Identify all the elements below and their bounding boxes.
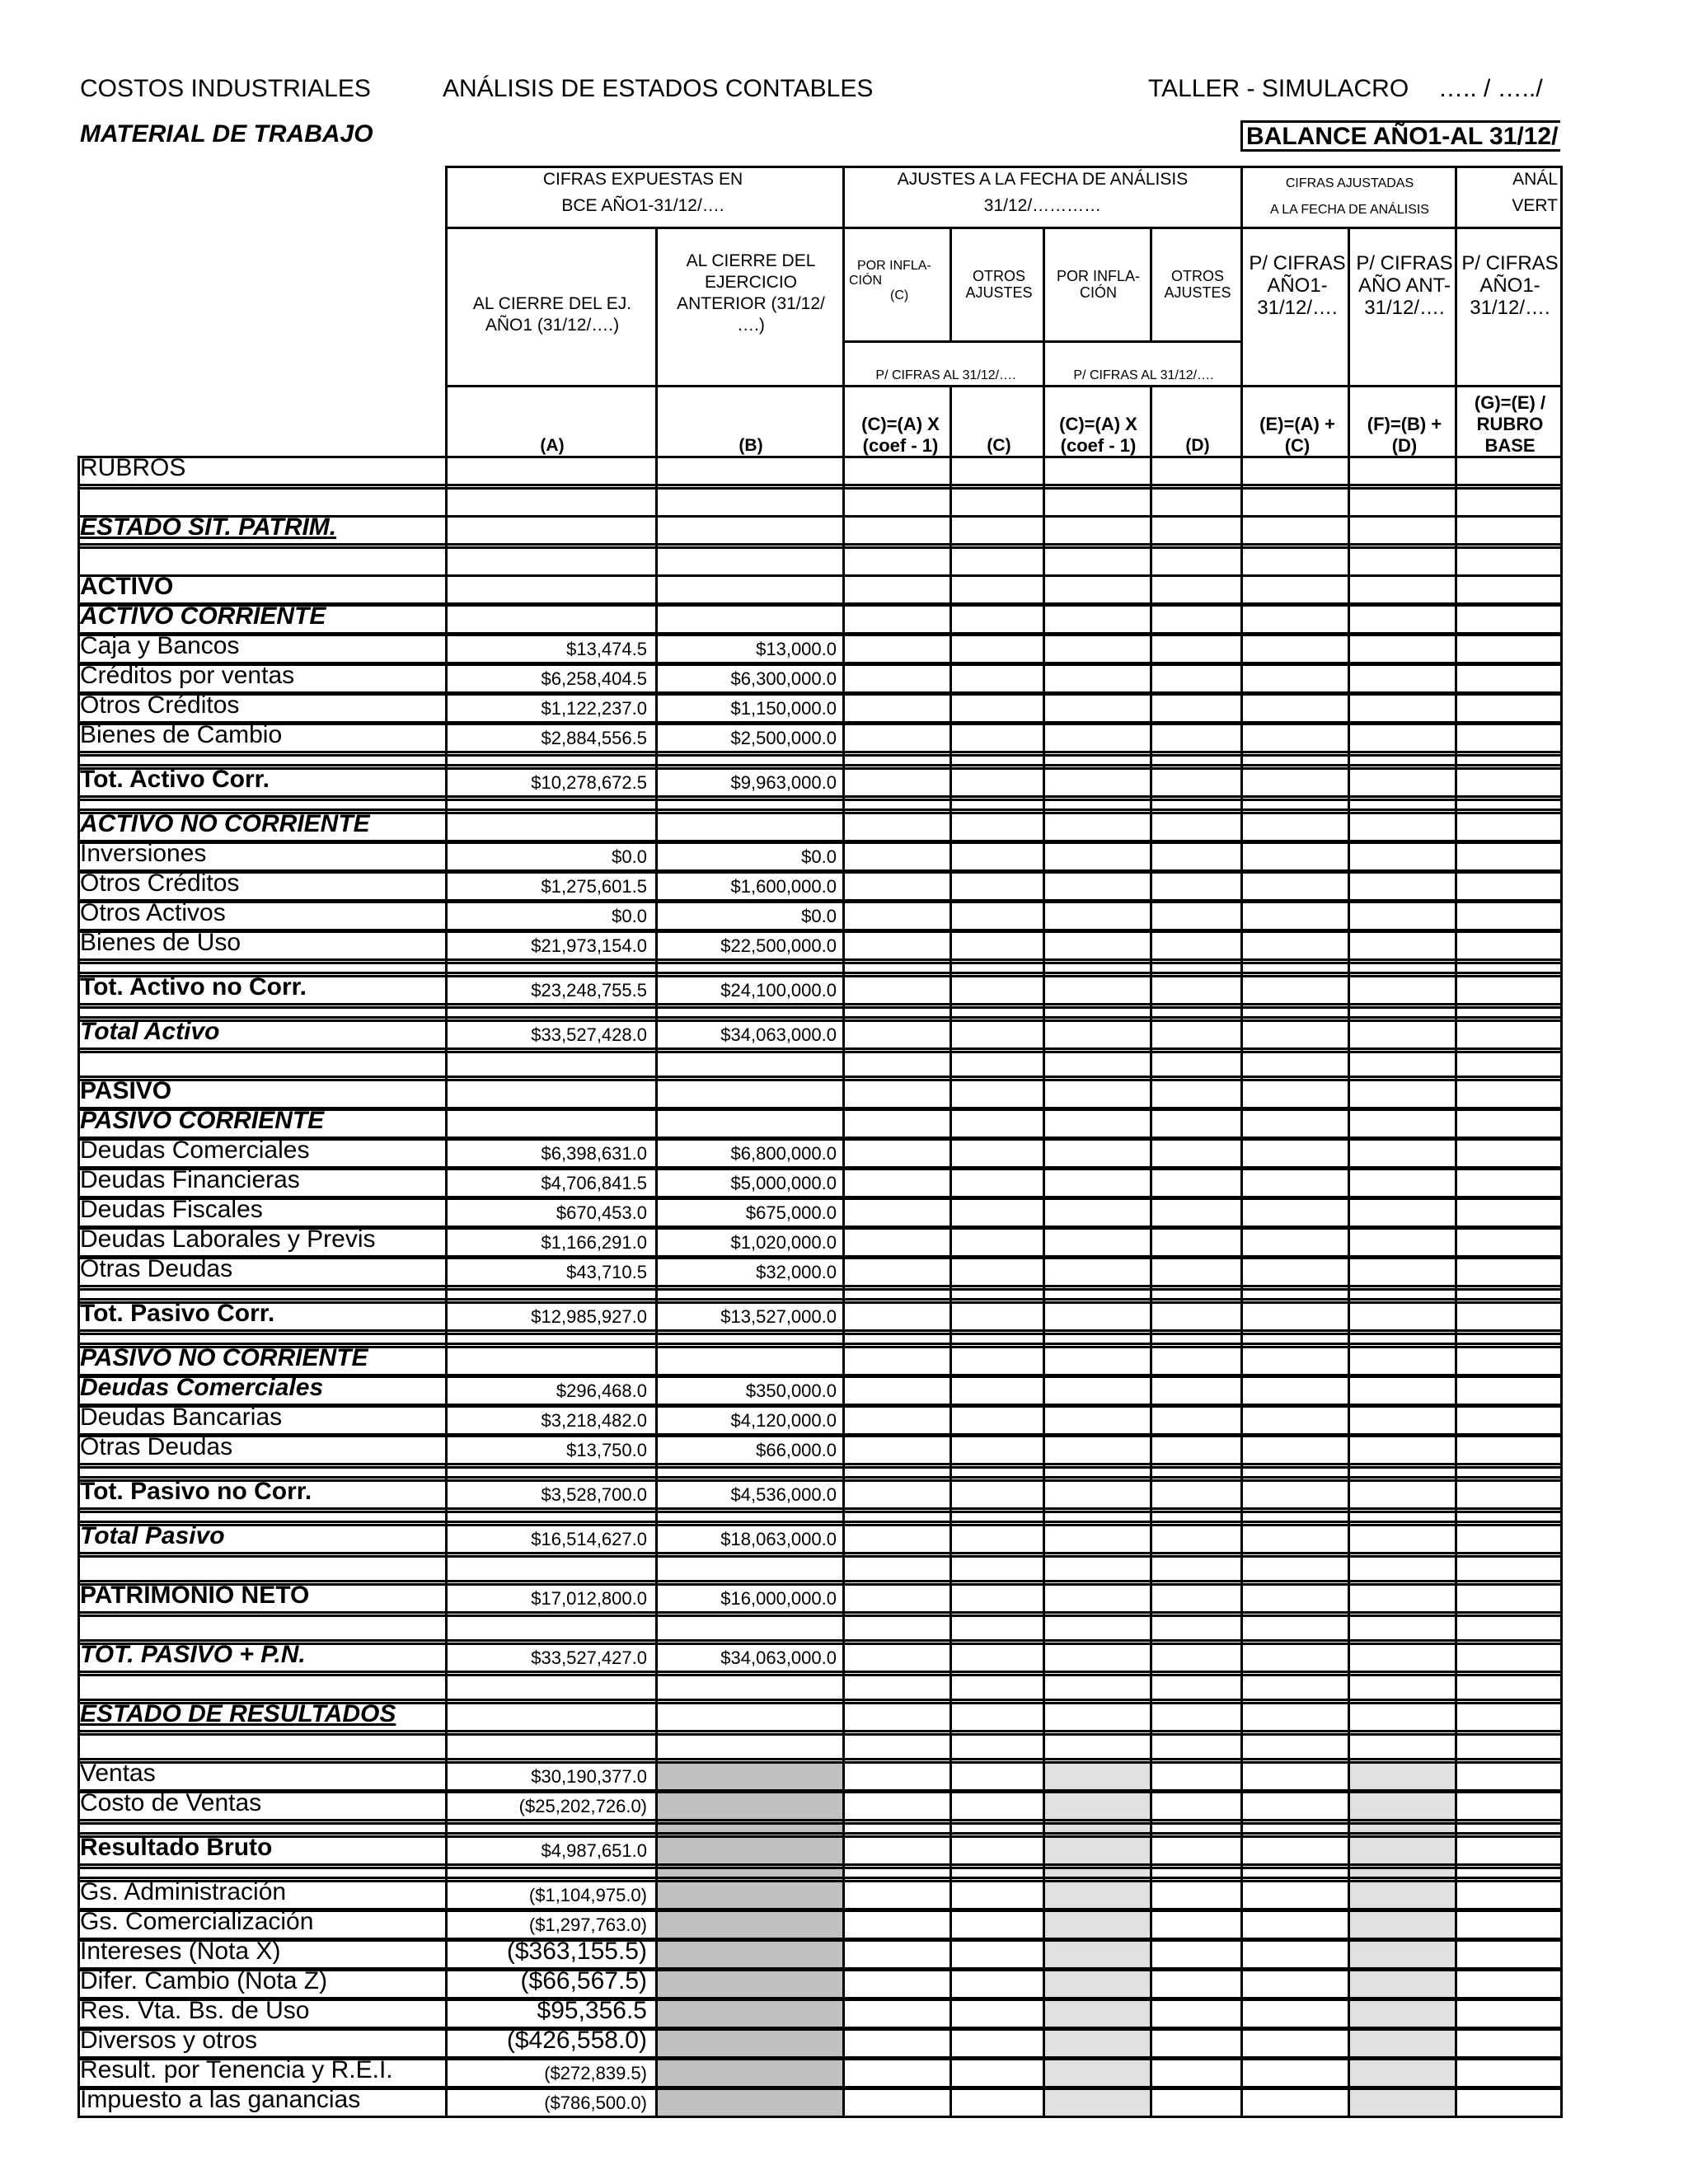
group2-line2: 31/12/………… bbox=[983, 196, 1102, 215]
cell-b: $675,000.0 bbox=[745, 1202, 837, 1223]
formula-c2 bbox=[1047, 414, 1150, 457]
cell-b: $6,300,000.0 bbox=[730, 668, 837, 689]
cell-b: $34,063,000.0 bbox=[720, 1647, 837, 1668]
grid-hline bbox=[77, 634, 1563, 636]
grid-hline bbox=[77, 795, 1563, 798]
grid-hline bbox=[77, 1615, 1563, 1617]
grid-hline bbox=[77, 574, 1563, 577]
colA-title-l1: AL CIERRE DEL EJ. bbox=[472, 294, 632, 313]
group4-line2: VERT bbox=[1512, 196, 1558, 215]
row-label: Ventas bbox=[80, 1760, 156, 1787]
grid-hline bbox=[77, 1761, 1563, 1764]
grid-hline bbox=[77, 1733, 1563, 1736]
grid-vline bbox=[1240, 166, 1243, 458]
formula-f-l2: (D) bbox=[1391, 435, 1418, 456]
grid-vline bbox=[1348, 456, 1350, 2118]
formula-f-l1: (F)=(B) + bbox=[1367, 414, 1442, 434]
formula-f bbox=[1352, 414, 1457, 457]
row-label: ACTIVO NO CORRIENTE bbox=[80, 810, 370, 837]
row-label: Créditos por ventas bbox=[80, 662, 295, 689]
formula-g bbox=[1457, 392, 1563, 457]
formula-c1-l1: (C)=(A) X bbox=[861, 414, 940, 434]
row-label: Otras Deudas bbox=[80, 1433, 233, 1460]
cell-a: $95,356.5 bbox=[537, 1997, 647, 2024]
cell-a: $43,710.5 bbox=[566, 1262, 647, 1282]
pc3-title-l2: AÑO1- bbox=[1479, 274, 1540, 297]
cell-a: ($426,558.0) bbox=[506, 2027, 647, 2054]
row-label: Tot. Activo Corr. bbox=[80, 766, 270, 793]
row-label: Intereses (Nota X) bbox=[80, 1938, 281, 1965]
row-label: Deudas Comerciales bbox=[80, 1137, 310, 1164]
otros2-title-l2: AJUSTES bbox=[1164, 284, 1231, 301]
grid-hline bbox=[77, 1405, 1563, 1408]
grid-hline bbox=[77, 962, 1563, 964]
cell-a: $13,750.0 bbox=[566, 1440, 647, 1460]
row-label: ACTIVO bbox=[80, 573, 174, 600]
grid-hline bbox=[77, 754, 1563, 757]
grid-vline bbox=[1150, 456, 1152, 2118]
row-label: Impuesto a las ganancias bbox=[80, 2086, 361, 2113]
cell-a: $0.0 bbox=[612, 846, 647, 867]
row-label: Otras Deudas bbox=[80, 1255, 233, 1282]
grid-hline bbox=[77, 1524, 1563, 1526]
cell-a: $2,884,556.5 bbox=[541, 728, 647, 748]
grid-hline bbox=[77, 1076, 1563, 1078]
row-label: Inversiones bbox=[80, 840, 207, 867]
grid-vline bbox=[1560, 456, 1563, 2118]
cell-a: $12,985,927.0 bbox=[531, 1306, 647, 1327]
cell-a: $4,706,841.5 bbox=[541, 1173, 647, 1193]
formula-b: (B) bbox=[738, 436, 763, 455]
grid-hline bbox=[77, 487, 1563, 490]
row-label: Res. Vta. Bs. de Uso bbox=[80, 1997, 310, 2024]
cell-b: $4,536,000.0 bbox=[730, 1484, 837, 1505]
grid-vline bbox=[1455, 456, 1457, 2118]
otros2-title bbox=[1152, 268, 1243, 301]
cell-b: $32,000.0 bbox=[756, 1262, 837, 1282]
row-label: RUBROS bbox=[80, 454, 186, 481]
row-label: Bienes de Cambio bbox=[80, 721, 283, 748]
grid-hline bbox=[77, 1822, 1563, 1825]
formula-e bbox=[1245, 414, 1350, 457]
formula-c1 bbox=[849, 414, 952, 457]
cell-a: $33,527,427.0 bbox=[531, 1647, 647, 1668]
cell-b: $2,500,000.0 bbox=[730, 728, 837, 748]
row-label: Deudas Bancarias bbox=[80, 1404, 283, 1431]
grid-hline bbox=[77, 1329, 1563, 1332]
formula-d: (D) bbox=[1185, 436, 1210, 455]
otros1-title-l1: OTROS bbox=[972, 268, 1025, 284]
colB-title-l4: ….) bbox=[737, 316, 765, 335]
cell-a: ($272,839.5) bbox=[544, 2063, 647, 2083]
inf1-title bbox=[849, 259, 952, 303]
cell-a: $23,248,755.5 bbox=[531, 980, 647, 1001]
row-label: Deudas Fiscales bbox=[80, 1196, 263, 1223]
cell-a: ($1,104,975.0) bbox=[528, 1885, 647, 1905]
grid-hline bbox=[77, 1507, 1563, 1510]
cell-a: $10,278,672.5 bbox=[531, 772, 647, 793]
pc1-title bbox=[1245, 252, 1350, 319]
grid-hline bbox=[77, 1555, 1563, 1558]
balance-title: BALANCE AÑO1-AL 31/12/ bbox=[1240, 120, 1560, 152]
grid-hline bbox=[77, 1285, 1563, 1287]
row-label: Tot. Pasivo Corr. bbox=[80, 1300, 275, 1327]
formula-g-l2: RUBRO bbox=[1476, 414, 1544, 434]
grid-vline bbox=[1240, 456, 1243, 2118]
row-label: TOT. PASIVO + P.N. bbox=[80, 1641, 306, 1668]
grid-hline bbox=[77, 799, 1563, 801]
grid-hline bbox=[445, 227, 1563, 229]
cell-a: ($363,155.5) bbox=[506, 1938, 647, 1965]
cell-a: ($1,297,763.0) bbox=[528, 1915, 647, 1935]
grid-hline bbox=[77, 693, 1563, 696]
sub1-title: P/ CIFRAS AL 31/12/…. bbox=[875, 368, 1016, 382]
row-label: Difer. Cambio (Nota Z) bbox=[80, 1967, 328, 1994]
cell-a: $4,987,651.0 bbox=[541, 1840, 647, 1861]
header-center: ANÁLISIS DE ESTADOS CONTABLES bbox=[443, 75, 874, 102]
row-label: Costo de Ventas bbox=[80, 1789, 262, 1816]
group1-line1: CIFRAS EXPUESTAS EN bbox=[542, 170, 743, 189]
formula-c1-l2: (coef - 1) bbox=[862, 435, 939, 456]
cell-a: ($66,567.5) bbox=[520, 1967, 647, 1994]
grid-hline bbox=[77, 1466, 1563, 1469]
grid-hline bbox=[77, 1333, 1563, 1335]
grid-hline bbox=[445, 385, 1563, 387]
colA-title bbox=[449, 293, 655, 336]
cell-a: $16,514,627.0 bbox=[531, 1529, 647, 1549]
cell-b: $66,000.0 bbox=[756, 1440, 837, 1460]
grid-hline bbox=[77, 1552, 1563, 1554]
grid-hline bbox=[77, 901, 1563, 903]
formula-c2-l1: (C)=(A) X bbox=[1059, 414, 1137, 434]
cell-b: $1,020,000.0 bbox=[730, 1232, 837, 1253]
pc1-title-l1: P/ CIFRAS bbox=[1249, 252, 1346, 274]
row-label: Otros Créditos bbox=[80, 869, 240, 897]
grid-hline bbox=[77, 1671, 1563, 1673]
grid-hline bbox=[77, 1611, 1563, 1614]
cell-b: $13,000.0 bbox=[756, 639, 837, 659]
row-label: Caja y Bancos bbox=[80, 632, 240, 659]
group4-line1: ANÁL bbox=[1512, 170, 1558, 189]
row-label: Bienes de Uso bbox=[80, 929, 241, 956]
grid-vline bbox=[950, 456, 952, 2118]
pc2-title-l3: 31/12/…. bbox=[1364, 297, 1445, 319]
grid-hline bbox=[77, 764, 1563, 766]
otros1-title bbox=[954, 268, 1044, 301]
cell-b: $16,000,000.0 bbox=[720, 1588, 837, 1609]
cell-b: $24,100,000.0 bbox=[720, 980, 837, 1001]
grid-hline bbox=[77, 1867, 1563, 1869]
cell-a: $1,122,237.0 bbox=[541, 698, 647, 719]
grid-hline bbox=[77, 930, 1563, 933]
grid-hline bbox=[77, 958, 1563, 961]
grid-hline bbox=[77, 1791, 1563, 1793]
header-date: ….. / …../ bbox=[1438, 75, 1543, 102]
formula-g-l3: BASE bbox=[1484, 435, 1536, 456]
row-label: Tot. Activo no Corr. bbox=[80, 973, 307, 1001]
grid-hline bbox=[77, 723, 1563, 725]
grid-hline bbox=[77, 1051, 1563, 1053]
group4-title bbox=[1461, 169, 1558, 217]
cell-a: $13,474.5 bbox=[566, 639, 647, 659]
cell-a: $6,258,404.5 bbox=[541, 668, 647, 689]
grid-hline bbox=[77, 2116, 1563, 2118]
grid-hline bbox=[77, 1301, 1563, 1304]
formula-e-l1: (E)=(A) + bbox=[1259, 414, 1335, 434]
group3-line1: CIFRAS AJUSTADAS bbox=[1285, 176, 1414, 190]
row-label: Resultado Bruto bbox=[80, 1834, 273, 1861]
sub2-title: P/ CIFRAS AL 31/12/…. bbox=[1073, 368, 1214, 382]
pc3-title-l1: P/ CIFRAS bbox=[1461, 252, 1559, 274]
cell-b: $0.0 bbox=[801, 906, 837, 926]
grid-hline bbox=[77, 1288, 1563, 1291]
group2-title bbox=[845, 169, 1240, 217]
header-right: TALLER - SIMULACRO bbox=[1148, 75, 1409, 102]
pc2-title bbox=[1352, 252, 1457, 319]
grid-hline bbox=[77, 484, 1563, 486]
cell-b: $9,963,000.0 bbox=[730, 772, 837, 793]
cell-a: $3,528,700.0 bbox=[541, 1484, 647, 1505]
grid-hline bbox=[77, 871, 1563, 874]
colB-title-l3: ANTERIOR (31/12/ bbox=[677, 294, 825, 313]
pc1-title-l3: 31/12/…. bbox=[1257, 297, 1338, 319]
formula-c: (C) bbox=[987, 436, 1011, 455]
grid-hline bbox=[77, 1758, 1563, 1760]
cell-b: $13,527,000.0 bbox=[720, 1306, 837, 1327]
colB-title-l1: AL CIERRE DEL bbox=[686, 251, 816, 270]
grid-hline bbox=[77, 1047, 1563, 1050]
cell-a: ($25,202,726.0) bbox=[518, 1796, 647, 1816]
grid-hline bbox=[77, 546, 1563, 549]
otros2-title-l1: OTROS bbox=[1170, 268, 1224, 284]
colA-title-l2: AÑO1 (31/12/….) bbox=[485, 316, 620, 335]
row-label: Deudas Laborales y Previs bbox=[80, 1226, 376, 1253]
row-label: PASIVO NO CORRIENTE bbox=[80, 1344, 368, 1371]
header-left: COSTOS INDUSTRIALES bbox=[80, 75, 371, 102]
row-label: Deudas Comerciales bbox=[80, 1374, 324, 1401]
cell-a: ($786,500.0) bbox=[544, 2093, 647, 2113]
grid-hline bbox=[77, 1730, 1563, 1732]
group3-line2: A LA FECHA DE ANÁLISIS bbox=[1270, 203, 1429, 217]
group1-title bbox=[445, 169, 841, 217]
inf1-title-l1: POR INFLA- bbox=[857, 259, 931, 273]
cell-b: $0.0 bbox=[801, 846, 837, 867]
cell-b: $34,063,000.0 bbox=[720, 1024, 837, 1045]
cell-b: $350,000.0 bbox=[745, 1380, 837, 1401]
cell-b: $1,150,000.0 bbox=[730, 698, 837, 719]
grid-hline bbox=[77, 1006, 1563, 1009]
cell-b: $22,500,000.0 bbox=[720, 935, 837, 956]
cell-b: $6,800,000.0 bbox=[730, 1143, 837, 1164]
grid-hline bbox=[77, 1298, 1563, 1301]
cell-b: $5,000,000.0 bbox=[730, 1173, 837, 1193]
grid-vline bbox=[1043, 227, 1045, 458]
cell-b: $4,120,000.0 bbox=[730, 1410, 837, 1431]
formula-c2-l2: (coef - 1) bbox=[1060, 435, 1137, 456]
grid-hline bbox=[77, 1019, 1563, 1022]
cell-a: $17,012,800.0 bbox=[531, 1588, 647, 1609]
grid-hline bbox=[445, 166, 1563, 168]
inf2-title-l1: POR INFLA- bbox=[1056, 268, 1140, 284]
row-label: ESTADO SIT. PATRIM. bbox=[80, 513, 337, 541]
pc3-title bbox=[1457, 252, 1563, 319]
inf2-title bbox=[1047, 268, 1150, 301]
row-label: Result. por Tenencia y R.E.I. bbox=[80, 2056, 393, 2083]
grid-hline bbox=[77, 1463, 1563, 1465]
grid-vline bbox=[842, 456, 845, 2118]
cell-a: $3,218,482.0 bbox=[541, 1410, 647, 1431]
group2-line1: AJUSTES A LA FECHA DE ANÁLISIS bbox=[897, 170, 1189, 189]
grid-hline bbox=[77, 1835, 1563, 1838]
row-label: Otros Activos bbox=[80, 899, 226, 926]
colB-title bbox=[659, 251, 842, 336]
grid-hline bbox=[77, 1832, 1563, 1835]
row-label: PASIVO bbox=[80, 1077, 172, 1104]
group3-title bbox=[1245, 176, 1455, 218]
cell-a: $296,468.0 bbox=[556, 1380, 647, 1401]
grid-hline bbox=[77, 1863, 1563, 1866]
formula-a: (A) bbox=[540, 436, 565, 455]
cell-b: $18,063,000.0 bbox=[720, 1529, 837, 1549]
grid-vline bbox=[655, 456, 658, 2118]
row-label: PATRIMONIO NETO bbox=[80, 1582, 310, 1609]
cell-a: $1,166,291.0 bbox=[541, 1232, 647, 1253]
grid-hline bbox=[77, 1003, 1563, 1005]
group1-line2: BCE AÑO1-31/12/…. bbox=[561, 196, 724, 215]
pc2-title-l1: P/ CIFRAS bbox=[1356, 252, 1453, 274]
grid-vline bbox=[445, 456, 448, 2118]
cell-a: $670,453.0 bbox=[556, 1202, 647, 1223]
pc2-title-l2: AÑO ANT- bbox=[1357, 274, 1451, 297]
cell-a: $33,527,428.0 bbox=[531, 1024, 647, 1045]
grid-hline bbox=[77, 1016, 1563, 1019]
pc1-title-l2: AÑO1- bbox=[1267, 274, 1328, 297]
header-subtitle: MATERIAL DE TRABAJO bbox=[80, 120, 373, 148]
grid-hline bbox=[77, 841, 1563, 844]
row-label: PASIVO CORRIENTE bbox=[80, 1107, 325, 1134]
grid-hline bbox=[77, 751, 1563, 753]
grid-hline bbox=[77, 543, 1563, 546]
grid-hline bbox=[77, 1435, 1563, 1437]
cell-a: $1,275,601.5 bbox=[541, 876, 647, 897]
grid-hline bbox=[77, 1819, 1563, 1821]
row-label: Total Activo bbox=[80, 1018, 220, 1045]
row-label: Otros Créditos bbox=[80, 691, 240, 719]
grid-hline bbox=[77, 1511, 1563, 1513]
inf2-title-l2: CIÓN bbox=[1080, 284, 1117, 301]
grid-hline bbox=[77, 1079, 1563, 1081]
grid-hline bbox=[77, 1168, 1563, 1170]
row-label: ESTADO DE RESULTADOS bbox=[80, 1700, 396, 1727]
inf1-title-l2: CIÓN bbox=[849, 274, 882, 288]
pc3-title-l3: 31/12/…. bbox=[1470, 297, 1550, 319]
grid-hline bbox=[77, 1257, 1563, 1259]
grid-hline bbox=[77, 1197, 1563, 1200]
grid-hline bbox=[77, 1877, 1563, 1879]
cell-a: $21,973,154.0 bbox=[531, 935, 647, 956]
grid-hline bbox=[77, 1674, 1563, 1676]
row-label: Gs. Administración bbox=[80, 1878, 287, 1905]
inf1-title-l3: (C) bbox=[890, 288, 909, 302]
grid-hline bbox=[77, 1939, 1563, 1942]
grid-hline bbox=[77, 1521, 1563, 1523]
cell-a: $0.0 bbox=[612, 906, 647, 926]
row-label: ACTIVO CORRIENTE bbox=[80, 602, 326, 630]
cell-a: $6,398,631.0 bbox=[541, 1143, 647, 1164]
grid-hline bbox=[77, 663, 1563, 666]
formula-g-l1: (G)=(E) / bbox=[1474, 392, 1546, 413]
row-label: Total Pasivo bbox=[80, 1522, 225, 1549]
formula-e-l2: (C) bbox=[1284, 435, 1311, 456]
grid-hline bbox=[77, 1880, 1563, 1882]
cell-b: $1,600,000.0 bbox=[730, 876, 837, 897]
cell-a: $30,190,377.0 bbox=[531, 1766, 647, 1787]
otros1-title-l2: AJUSTES bbox=[965, 284, 1033, 301]
grid-vline bbox=[1043, 456, 1045, 2118]
grid-hline bbox=[77, 2028, 1563, 2031]
grid-hline bbox=[77, 767, 1563, 770]
row-label: Gs. Comercialización bbox=[80, 1908, 314, 1935]
row-label: Deudas Financieras bbox=[80, 1166, 300, 1193]
grid-vline bbox=[655, 227, 658, 458]
colB-title-l2: EJERCICIO bbox=[704, 273, 797, 292]
row-label: Diversos y otros bbox=[80, 2027, 258, 2054]
row-label: Tot. Pasivo no Corr. bbox=[80, 1478, 312, 1505]
